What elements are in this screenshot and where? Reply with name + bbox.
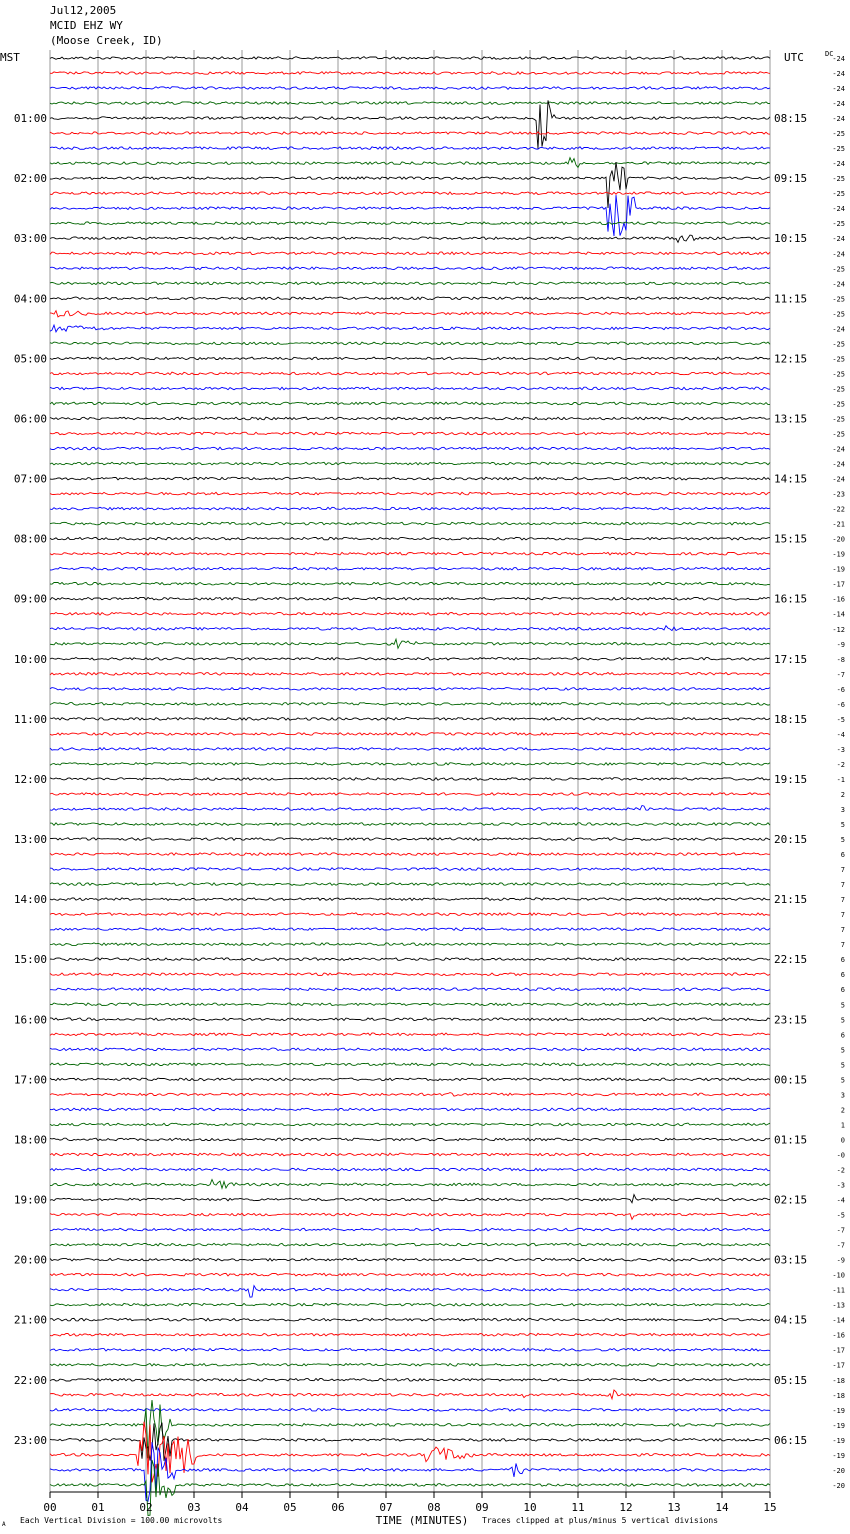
dc-offset-label: -24 (832, 100, 845, 109)
mst-hour-label: 21:00 (13, 1313, 47, 1327)
dc-offset-label: 6 (840, 851, 845, 860)
x-tick-label: 08 (427, 1501, 441, 1514)
seismic-trace (50, 1333, 770, 1336)
utc-hour-label: 08:15 (774, 112, 808, 126)
dc-offset-label: -21 (832, 520, 845, 529)
dc-offset-label: -14 (832, 1316, 845, 1325)
seismic-trace (50, 793, 770, 796)
seismic-trace (50, 718, 770, 721)
seismic-trace (50, 72, 770, 75)
seismic-trace (50, 1273, 770, 1276)
seismic-trace (50, 958, 770, 961)
mst-hour-label: 22:00 (13, 1373, 47, 1387)
mst-hour-label: 20:00 (13, 1253, 47, 1267)
seismic-trace (50, 1409, 770, 1412)
utc-hour-label: 20:15 (774, 833, 808, 847)
dc-offset-label: -10 (832, 1271, 845, 1280)
dc-offset-label: -24 (832, 85, 845, 94)
dc-offset-label: -20 (832, 1466, 845, 1475)
seismic-trace (50, 973, 770, 976)
utc-hour-label: 02:15 (774, 1193, 808, 1207)
dc-offset-label: -23 (832, 490, 845, 499)
dc-offset-label: -25 (832, 340, 845, 349)
seismic-trace (50, 342, 770, 345)
dc-offset-label: -3 (836, 745, 845, 754)
clip-note: Traces clipped at plus/minus 5 vertical divisions (482, 1516, 719, 1525)
x-tick-label: 12 (619, 1501, 633, 1514)
dc-offset-label: -4 (836, 1196, 845, 1205)
dc-header-label: DC (825, 50, 834, 58)
dc-offset-label: 2 (840, 1106, 845, 1115)
utc-axis-label: UTC (784, 51, 804, 64)
seismic-trace (50, 582, 770, 585)
utc-hour-label: 15:15 (774, 532, 808, 546)
seismic-trace (50, 1363, 770, 1366)
mst-hour-label: 18:00 (13, 1133, 47, 1147)
x-tick-label: 15 (763, 1501, 777, 1514)
dc-offset-label: 3 (840, 806, 845, 814)
mst-hour-label: 03:00 (13, 232, 47, 246)
seismic-trace (50, 1108, 770, 1111)
seismic-trace (50, 703, 770, 706)
dc-offset-label: -17 (832, 580, 845, 589)
seismic-trace (50, 492, 770, 495)
utc-hour-label: 04:15 (774, 1313, 808, 1327)
seismic-trace (50, 522, 770, 525)
dc-offset-label: -24 (832, 70, 845, 79)
dc-offset-label: 5 (840, 1076, 845, 1085)
utc-hour-label: 21:15 (774, 893, 808, 907)
station-label: MCID EHZ WY (50, 19, 123, 32)
dc-offset-label: 7 (840, 941, 845, 950)
seismic-trace (50, 673, 770, 676)
dc-offset-label: -24 (832, 205, 845, 214)
seismic-trace (50, 1195, 770, 1203)
dc-offset-label: -16 (832, 1331, 845, 1340)
dc-offset-label: 5 (840, 1061, 845, 1070)
dc-offset-label: 5 (840, 836, 845, 845)
trace-group (50, 57, 770, 1516)
x-tick-label: 03 (187, 1501, 201, 1514)
mst-hour-label: 04:00 (13, 292, 47, 306)
dc-offset-label: -7 (836, 1226, 845, 1235)
x-tick-label: 02 (139, 1501, 153, 1514)
mst-hour-label: 02:00 (13, 172, 47, 186)
utc-hour-label: 03:15 (774, 1253, 808, 1267)
seismic-trace (50, 267, 770, 270)
seismic-trace (50, 748, 770, 751)
dc-offset-label: -5 (836, 1211, 845, 1220)
seismic-trace (50, 357, 770, 360)
seismic-trace (50, 733, 770, 736)
mst-hour-label: 08:00 (13, 532, 47, 546)
dc-offset-label: 6 (840, 971, 845, 980)
dc-offset-label: 3 (840, 1091, 845, 1100)
utc-hour-label: 01:15 (774, 1133, 808, 1147)
seismic-trace (50, 1168, 770, 1171)
utc-hour-label: 19:15 (774, 772, 808, 786)
utc-hour-label: 11:15 (774, 292, 808, 306)
dc-offset-label: 0 (840, 1136, 845, 1145)
dc-offset-label: -12 (832, 625, 845, 634)
utc-hour-label: 06:15 (774, 1433, 808, 1447)
x-tick-label: 05 (283, 1501, 297, 1514)
seismic-trace (50, 1243, 770, 1246)
utc-hour-label: 16:15 (774, 592, 808, 606)
dc-offset-label: -25 (832, 355, 845, 364)
seismic-trace (50, 387, 770, 390)
dc-offset-label: -25 (832, 220, 845, 229)
dc-offset-label: -9 (836, 640, 845, 649)
mst-hour-label: 11:00 (13, 712, 47, 726)
seismic-trace (50, 1348, 770, 1351)
dc-offset-label: 5 (840, 1001, 845, 1010)
axis-labels (0, 50, 845, 1528)
dc-offset-label: -5 (836, 715, 845, 724)
dc-offset-label: -14 (832, 610, 845, 619)
dc-offset-label: -25 (832, 370, 845, 379)
dc-offset-label: -11 (832, 1286, 845, 1295)
seismic-trace (50, 1180, 770, 1189)
dc-offset-label: 7 (840, 926, 845, 935)
seismic-trace (50, 806, 770, 811)
seismic-trace (50, 1213, 770, 1219)
dc-offset-label: -25 (832, 295, 845, 304)
dc-offset-label: -25 (832, 385, 845, 394)
x-tick-label: 09 (475, 1501, 489, 1514)
seismic-trace (50, 1138, 770, 1141)
dc-offset-label: -16 (832, 595, 845, 604)
seismic-trace (50, 57, 770, 60)
dc-offset-label: -24 (832, 325, 845, 334)
seismic-trace (50, 102, 770, 105)
utc-hour-label: 13:15 (774, 412, 808, 426)
dc-offset-label: -18 (832, 1391, 845, 1400)
seismic-trace (50, 567, 770, 570)
dc-offset-label: -25 (832, 415, 845, 424)
mst-hour-label: 19:00 (13, 1193, 47, 1207)
dc-offset-label: -19 (832, 565, 845, 574)
seismic-trace (50, 132, 770, 135)
seismic-trace (50, 432, 770, 435)
dc-offset-label: -25 (832, 400, 845, 409)
seismic-trace (50, 1123, 770, 1126)
mst-hour-label: 06:00 (13, 412, 47, 426)
utc-hour-label: 17:15 (774, 652, 808, 666)
dc-offset-label: 5 (840, 1016, 845, 1025)
dc-offset-label: -17 (832, 1361, 845, 1370)
seismic-trace (50, 853, 770, 856)
dc-offset-label: -24 (832, 475, 845, 484)
dc-offset-label: -6 (836, 700, 845, 709)
dc-offset-label: -25 (832, 310, 845, 319)
corner-mark: A (2, 1521, 6, 1528)
seismic-trace (50, 537, 770, 540)
dc-offset-label: -24 (832, 460, 845, 469)
seismic-trace (50, 658, 770, 661)
mst-hour-label: 01:00 (13, 112, 47, 126)
dc-offset-label: -18 (832, 1376, 845, 1385)
seismic-trace (50, 100, 770, 148)
utc-hour-label: 18:15 (774, 712, 808, 726)
seismic-trace (50, 1286, 770, 1298)
dc-offset-label: -24 (832, 280, 845, 289)
seismic-trace (50, 1033, 770, 1036)
dc-offset-label: 1 (840, 1121, 845, 1130)
dc-offset-label: -1 (836, 775, 845, 784)
dc-offset-label: -19 (832, 1436, 845, 1445)
seismic-trace (50, 943, 770, 946)
seismic-trace (50, 763, 770, 766)
dc-offset-label: 7 (840, 881, 845, 890)
utc-hour-label: 10:15 (774, 232, 808, 246)
seismic-trace (50, 462, 770, 465)
dc-offset-label: -24 (832, 55, 845, 63)
utc-hour-label: 05:15 (774, 1373, 808, 1387)
x-tick-label: 00 (43, 1501, 57, 1514)
seismic-trace (50, 417, 770, 420)
x-tick-label: 14 (715, 1501, 729, 1514)
x-tick-label: 07 (379, 1501, 393, 1514)
dc-offset-label: -25 (832, 175, 845, 184)
seismic-trace (50, 447, 770, 450)
seismic-trace (50, 192, 770, 195)
mst-hour-label: 17:00 (13, 1073, 47, 1087)
utc-hour-label: 23:15 (774, 1013, 808, 1027)
seismic-trace (50, 597, 770, 600)
dc-offset-label: -24 (832, 445, 845, 454)
dc-offset-label: -19 (832, 1451, 845, 1460)
dc-offset-label: -24 (832, 250, 845, 259)
seismic-trace (50, 1379, 770, 1382)
mst-hour-label: 14:00 (13, 893, 47, 907)
mst-hour-label: 16:00 (13, 1013, 47, 1027)
seismic-trace (50, 372, 770, 375)
dc-offset-label: -20 (832, 535, 845, 544)
x-axis-title: TIME (MINUTES) (375, 1514, 469, 1527)
seismic-trace (50, 222, 770, 225)
seismic-trace (50, 195, 770, 236)
dc-offset-label: 7 (840, 866, 845, 875)
dc-offset-label: 7 (840, 896, 845, 905)
seismic-trace (50, 1303, 770, 1306)
seismic-trace (50, 507, 770, 510)
seismic-trace (50, 477, 770, 480)
dc-offset-label: -25 (832, 145, 845, 154)
mst-hour-label: 15:00 (13, 953, 47, 967)
dc-offset-label: -2 (836, 760, 845, 769)
mst-hour-label: 10:00 (13, 652, 47, 666)
seismic-trace (50, 778, 770, 781)
x-tick-label: 10 (523, 1501, 537, 1514)
seismic-trace (50, 883, 770, 886)
dc-offset-label: -24 (832, 160, 845, 169)
seismic-trace (50, 1003, 770, 1006)
seismic-trace (50, 158, 770, 168)
x-tick-label: 06 (331, 1501, 345, 1514)
seismic-trace (50, 626, 770, 631)
dc-offset-label: -7 (836, 670, 845, 679)
seismic-trace (50, 87, 770, 90)
dc-offset-label: -25 (832, 430, 845, 439)
seismic-trace (50, 988, 770, 991)
utc-hour-label: 22:15 (774, 953, 808, 967)
seismic-trace (50, 838, 770, 841)
seismic-trace (50, 1460, 770, 1516)
utc-hour-label: 14:15 (774, 472, 808, 486)
mst-hour-label: 12:00 (13, 772, 47, 786)
seismic-trace (50, 162, 770, 208)
seismic-trace (50, 147, 770, 150)
x-tick-label: 11 (571, 1501, 585, 1514)
dc-offset-label: -0 (836, 1151, 845, 1160)
dc-offset-label: -19 (832, 1406, 845, 1415)
seismic-trace (50, 325, 770, 332)
dc-offset-label: -3 (836, 1181, 845, 1190)
seismic-trace (50, 1390, 770, 1399)
mst-axis-label: MST (0, 51, 20, 64)
seismic-trace (50, 402, 770, 405)
mst-hour-label: 05:00 (13, 352, 47, 366)
seismic-trace (50, 552, 770, 555)
dc-offset-label: -6 (836, 685, 845, 694)
dc-offset-label: -24 (832, 235, 845, 244)
seismic-trace (50, 823, 770, 826)
dc-offset-label: 5 (840, 821, 845, 830)
dc-offset-label: 6 (840, 956, 845, 965)
dc-offset-label: -24 (832, 115, 845, 124)
dc-offset-label: -4 (836, 730, 845, 739)
seismic-trace (50, 688, 770, 691)
seismic-trace (50, 252, 770, 255)
dc-offset-label: 6 (840, 1031, 845, 1040)
dc-offset-label: -8 (836, 655, 845, 664)
utc-hour-label: 12:15 (774, 352, 808, 366)
dc-offset-label: -19 (832, 1421, 845, 1430)
dc-offset-label: -19 (832, 550, 845, 559)
seismic-trace (50, 235, 770, 242)
dc-offset-label: -25 (832, 265, 845, 274)
seismic-trace (50, 613, 770, 616)
dc-offset-label: -20 (832, 1481, 845, 1490)
dc-offset-label: -22 (832, 505, 845, 514)
mst-hour-label: 23:00 (13, 1433, 47, 1447)
seismic-trace (50, 913, 770, 916)
dc-offset-label: -13 (832, 1301, 845, 1310)
seismic-trace (50, 1093, 770, 1097)
dc-offset-label: -2 (836, 1166, 845, 1175)
seismic-trace (50, 311, 770, 317)
seismic-trace (50, 928, 770, 931)
seismic-trace (50, 1258, 770, 1261)
utc-hour-label: 00:15 (774, 1073, 808, 1087)
dc-offset-label: -25 (832, 190, 845, 199)
x-tick-label: 01 (91, 1501, 105, 1514)
seismic-trace (50, 1318, 770, 1321)
mst-hour-label: 07:00 (13, 472, 47, 486)
seismic-trace (50, 1018, 770, 1021)
dc-offset-label: -17 (832, 1346, 845, 1355)
x-tick-label: 04 (235, 1501, 249, 1514)
dc-offset-label: -9 (836, 1256, 845, 1265)
dc-offset-label: 2 (840, 790, 845, 799)
dc-offset-label: -25 (832, 130, 845, 139)
dc-offset-label: 6 (840, 986, 845, 995)
seismic-trace (50, 1063, 770, 1066)
seismic-trace (50, 868, 770, 871)
dc-offset-label: 7 (840, 911, 845, 920)
mst-hour-label: 09:00 (13, 592, 47, 606)
mst-hour-label: 13:00 (13, 833, 47, 847)
date-label: Jul12,2005 (50, 4, 117, 17)
location-label: (Moose Creek, ID) (50, 34, 163, 47)
seismic-trace (50, 898, 770, 901)
dc-offset-label: 5 (840, 1046, 845, 1055)
seismic-trace (50, 1078, 770, 1081)
seismic-trace (50, 1153, 770, 1156)
seismic-trace (50, 297, 770, 300)
x-tick-label: 13 (667, 1501, 681, 1514)
seismic-trace (50, 639, 770, 648)
seismic-trace (50, 1048, 770, 1051)
utc-hour-label: 09:15 (774, 172, 808, 186)
seismic-trace (50, 1228, 770, 1231)
seismic-trace (50, 282, 770, 285)
dc-offset-label: -7 (836, 1241, 845, 1250)
scale-note: Each Vertical Division = 100.00 microvolts (20, 1516, 223, 1525)
